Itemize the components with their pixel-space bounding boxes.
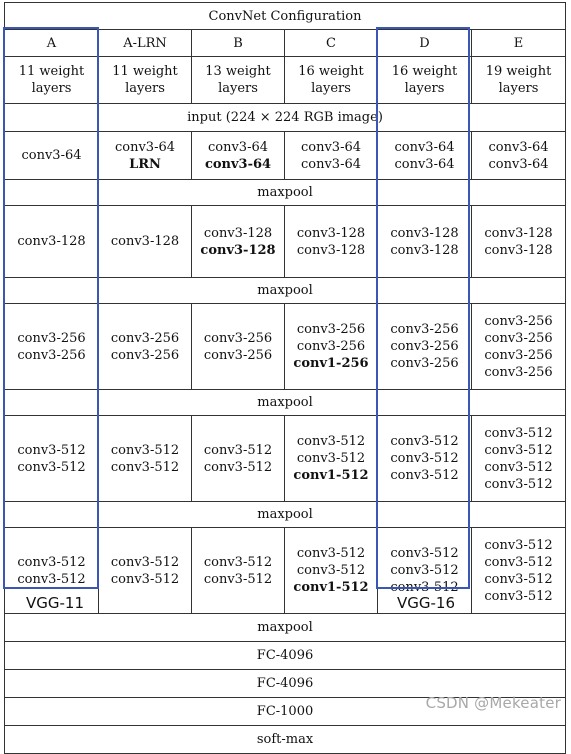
layer-cell [285,528,378,614]
column-desc [99,57,192,104]
layer-cell [99,206,192,278]
layer-cell-line: conv3-128 [390,225,459,241]
layer-cell-line: conv3-256 [484,347,553,363]
final-layer-row [5,642,566,670]
layer-cell [99,304,192,390]
maxpool-row-line: maxpool [257,185,313,200]
layer-cell-line: conv3-256 [484,364,553,380]
layer-cell-line: conv3-512 [203,554,273,570]
layer-cell-line: conv3-512 [17,571,86,587]
layer-cell-line: conv3-512 [484,554,553,570]
layer-cell-line: conv3-512 [484,571,553,587]
layer-cell-line: conv3-512 [390,451,459,466]
layer-cell-line: conv3-256 [203,330,273,346]
layer-cell-line: conv3-512 [17,554,86,570]
layer-cell-line: conv3-512 [110,442,180,458]
layer-cell-line: conv3-256 [390,339,459,354]
layer-cell-line: conv3-128 [200,242,276,258]
layer-cell-line: conv3-512 [296,546,366,561]
layer-cell-line: conv1-512 [293,468,369,483]
layer-cell-line: conv3-512 [484,537,553,553]
table-title-line: ConvNet Configuration [208,8,362,24]
layer-cell-line: conv3-128 [17,234,86,249]
layer-cell [192,304,285,390]
column-id-line: E [513,35,524,51]
layer-cell-line: conv3-64 [488,156,549,172]
column-desc-line: 19 weight [485,64,552,79]
column-desc-line: 16 weight [298,64,364,79]
layer-cell [5,304,99,390]
layer-cell-line: conv3-64 [300,156,362,172]
input-row [5,104,566,132]
column-id [99,30,192,57]
layer-cell-line: conv3-256 [484,313,553,329]
layer-cell [99,132,192,180]
final-layer-row [5,726,566,754]
column-desc [192,57,285,104]
layer-cell-line: conv3-256 [110,347,180,363]
layer-cell-line: conv3-512 [296,434,366,449]
layer-cell-line: conv3-128 [484,242,553,258]
layer-cell-line: conv3-128 [390,242,459,258]
column-desc-line: layers [31,81,72,96]
layer-cell [472,416,566,502]
column-desc-line: 16 weight [391,64,458,79]
layer-cell [99,416,192,502]
layer-cell-line: conv1-256 [293,356,369,371]
layer-cell [192,528,285,614]
layer-cell [378,206,472,278]
column-desc-line: layers [498,81,539,96]
layer-cell-line: conv3-256 [484,330,553,346]
layer-cell-line: conv3-512 [390,546,459,561]
column-id-line: A [46,35,57,51]
layer-cell-line: conv1-512 [293,580,369,595]
final-layer-row-line: soft-max [256,732,314,747]
layer-cell [285,304,378,390]
column-id [192,30,285,57]
layer-cell [285,206,378,278]
column-desc [5,57,99,104]
final-layer-row-line: FC-4096 [256,648,314,663]
vgg16-label: VGG-16 [397,594,456,612]
layer-cell [472,528,566,614]
layer-cell-line: conv3-64 [394,139,455,155]
layer-cell-line: conv3-512 [296,563,366,578]
layer-cell-line: conv3-64 [488,139,549,155]
layer-cell-line: conv3-512 [484,425,553,441]
layer-cell-line: conv3-256 [17,330,86,346]
layer-cell-line: conv3-512 [484,588,553,604]
column-id [378,30,472,57]
column-desc-line: layers [125,81,165,96]
layer-cell-line: conv3-256 [110,330,180,346]
layer-cell-line: conv3-512 [484,459,553,475]
column-desc-line: layers [218,81,258,96]
layer-cell-line: conv3-512 [390,434,459,449]
layer-cell-line: conv3-128 [110,234,180,249]
layer-cell-line: conv3-128 [203,225,273,241]
column-desc [285,57,378,104]
layer-cell [472,206,566,278]
layer-cell-line: conv3-128 [484,225,553,241]
column-id [5,30,99,57]
layer-cell-line: conv3-256 [296,339,366,354]
layer-cell [378,132,472,180]
layer-cell-line: conv3-512 [296,451,366,466]
layer-cell-line: conv3-64 [207,139,269,155]
column-desc-line: 11 weight [112,64,178,79]
layer-cell-line: conv3-512 [17,459,86,475]
layer-cell [472,304,566,390]
layer-cell-line: conv3-256 [203,347,273,363]
layer-cell [378,304,472,390]
layer-cell-line: conv3-64 [300,139,362,155]
final-layer-row-line: FC-1000 [256,704,314,719]
layer-cell-line: conv3-64 [21,148,82,163]
table-title [5,3,566,30]
layer-cell-line: conv3-256 [296,322,366,337]
layer-cell-line: conv3-512 [390,468,459,483]
column-id-line: C [326,35,336,51]
layer-cell-line: conv3-128 [296,242,366,258]
maxpool-row [5,614,566,642]
layer-cell-line: conv3-512 [484,476,553,492]
column-id [472,30,566,57]
watermark: CSDN @Mekeater [425,694,561,712]
maxpool-row-line: maxpool [257,283,313,298]
maxpool-row-line: maxpool [257,507,313,522]
layer-cell [192,416,285,502]
column-desc [472,57,566,104]
layer-cell-line: conv3-512 [203,571,273,587]
layer-cell [192,132,285,180]
layer-cell-line: conv3-512 [390,580,459,595]
final-layer-row-line: FC-4096 [256,676,314,691]
column-id-line: B [233,35,243,51]
convnet-configuration-table [4,2,566,754]
layer-cell-line: conv3-64 [394,156,455,172]
layer-cell-line: conv3-512 [110,571,180,587]
vgg11-label: VGG-11 [26,594,85,612]
maxpool-row-line: maxpool [257,395,313,410]
layer-cell-line: conv3-512 [110,459,180,475]
column-desc [378,57,472,104]
column-id-line: A-LRN [123,35,167,51]
layer-cell-line: conv3-512 [203,459,273,475]
layer-cell-line: conv3-512 [203,442,273,458]
layer-cell [192,206,285,278]
maxpool-row [5,180,566,206]
layer-cell-line: conv3-64 [114,139,176,155]
layer-cell [472,132,566,180]
layer-cell [5,206,99,278]
layer-cell-line: LRN [129,156,161,172]
layer-cell-line: conv3-512 [390,563,459,578]
layer-cell-line: conv3-512 [110,554,180,570]
maxpool-row-line: maxpool [257,620,313,635]
column-id-line: D [419,35,430,51]
layer-cell-line: conv3-512 [17,442,86,458]
layer-cell-line: conv3-256 [390,356,459,371]
layer-cell [99,528,192,614]
column-desc-line: layers [404,81,445,96]
layer-cell-line: conv3-512 [484,442,553,458]
layer-cell-line: conv3-256 [17,347,86,363]
column-desc-line: layers [311,81,351,96]
layer-cell-line: conv3-128 [296,225,366,241]
layer-cell-line: conv3-256 [390,322,459,337]
layer-cell [285,416,378,502]
column-desc-line: 11 weight [18,64,85,79]
layer-cell-line: conv3-64 [204,156,272,172]
layer-cell [5,416,99,502]
input-row-line: input (224 × 224 RGB image) [187,110,383,125]
layer-cell [285,132,378,180]
column-desc-line: 13 weight [205,64,271,79]
maxpool-row [5,278,566,304]
maxpool-row [5,502,566,528]
layer-cell [5,132,99,180]
column-id [285,30,378,57]
layer-cell [378,416,472,502]
maxpool-row [5,390,566,416]
